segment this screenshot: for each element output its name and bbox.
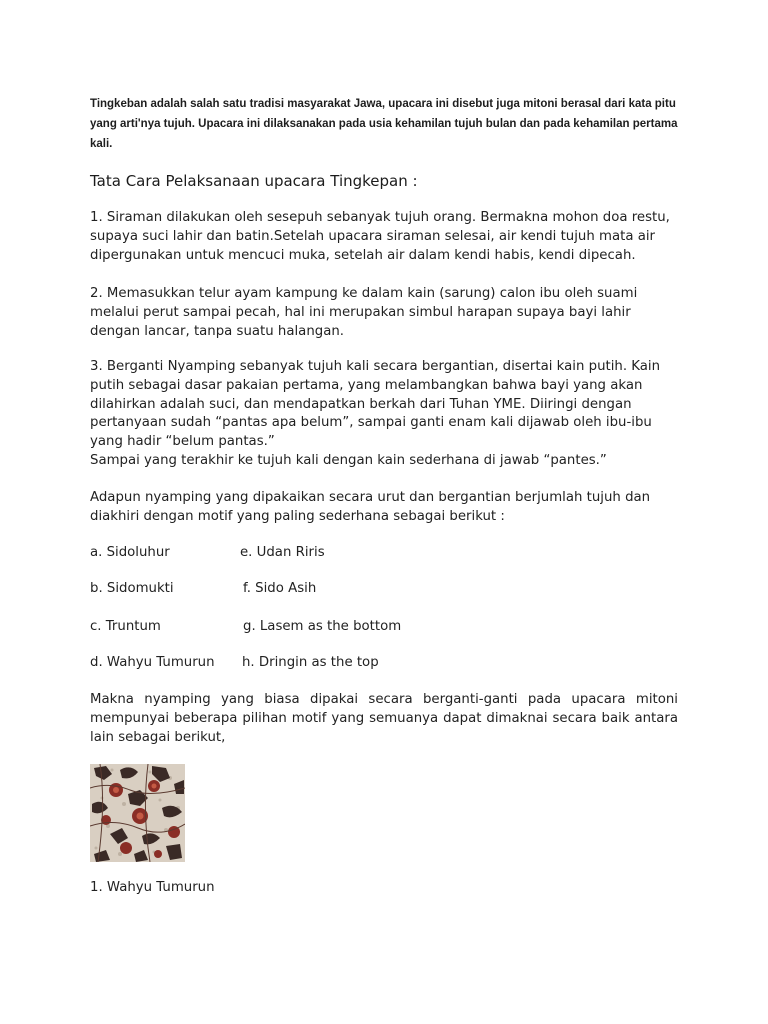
motif-left: b. Sidomukti [90, 581, 174, 596]
motif-right: f. Sido Asih [243, 581, 317, 596]
step-3-text: 3. Berganti Nyamping sebanyak tujuh kali secara bergantian, disertai kain putih. Kain putih sebagai dasar pakaian pertama, yang melambangkan bahwa bayi yang akan dilahirkan adalah suci, dan mendapatkan berkah dari Tuhan YME. Diiringi dengan pertanyaan sudah “pantas apa belum”, sampai ganti enam kali dijawab oleh ibu-ibu yang hadir “belum pantas.” [90, 359, 661, 450]
motif-left: a. Sidoluhur [90, 545, 170, 560]
step-2-paragraph [90, 285, 678, 341]
step-2-text: 2. Memasukkan telur ayam kampung ke dalam kain (sarung) calon ibu oleh suami melalui perut sampai pecah, hal ini merupakan simbul harapan supaya bayi lahir dengan lancar, tanpa suatu halangan. [90, 286, 638, 339]
section-heading: Tata Cara Pelaksanaan upacara Tingkepan : [90, 172, 418, 190]
motif-left: c. Truntum [90, 619, 161, 634]
nyamping-intro-text: Adapun nyamping yang dipakaikan secara urut dan bergantian berjumlah tujuh dan diakhiri dengan motif yang paling sederhana sebagai berikut : [90, 490, 651, 524]
image-caption: 1. Wahyu Tumurun [90, 880, 215, 895]
motif-right: g. Lasem as the bottom [243, 619, 402, 634]
motif-left: d. Wahyu Tumurun [90, 655, 215, 670]
step-1-paragraph [90, 209, 678, 265]
motif-right: e. Udan Riris [240, 545, 325, 560]
batik-motif-image [90, 764, 185, 862]
step-3-paragraph [90, 358, 678, 471]
makna-text: Makna nyamping yang biasa dipakai secara berganti-ganti pada upacara mitoni mempunyai beberapa pilihan motif yang semuanya dapat dimaknai secara baik antara lain sebagai berikut, [90, 692, 678, 745]
step-3-extra-text: Sampai yang terakhir ke tujuh kali dengan kain sederhana di jawab “pantes.” [90, 452, 607, 468]
nyamping-intro-paragraph [90, 489, 678, 527]
intro-paragraph: Tingkeban adalah salah satu tradisi masyarakat Jawa, upacara ini disebut juga mitoni berasal dari kata pitu yang arti'nya tujuh. Upacara ini dilaksanakan pada usia kehamilan tujuh bulan dan pada kehamilan pertama kali. [90, 98, 678, 150]
batik-pattern-graphic [90, 764, 185, 862]
makna-paragraph [90, 691, 678, 747]
step-1-text: 1. Siraman dilakukan oleh sesepuh sebanyak tujuh orang. Bermakna mohon doa restu, supaya suci lahir dan batin.Setelah upacara siraman selesai, air kendi tujuh mata air dipergunakan untuk mencuci muka, setelah air dalam kendi habis, kendi dipecah. [90, 210, 670, 263]
motif-right: h. Dringin as the top [242, 655, 379, 670]
